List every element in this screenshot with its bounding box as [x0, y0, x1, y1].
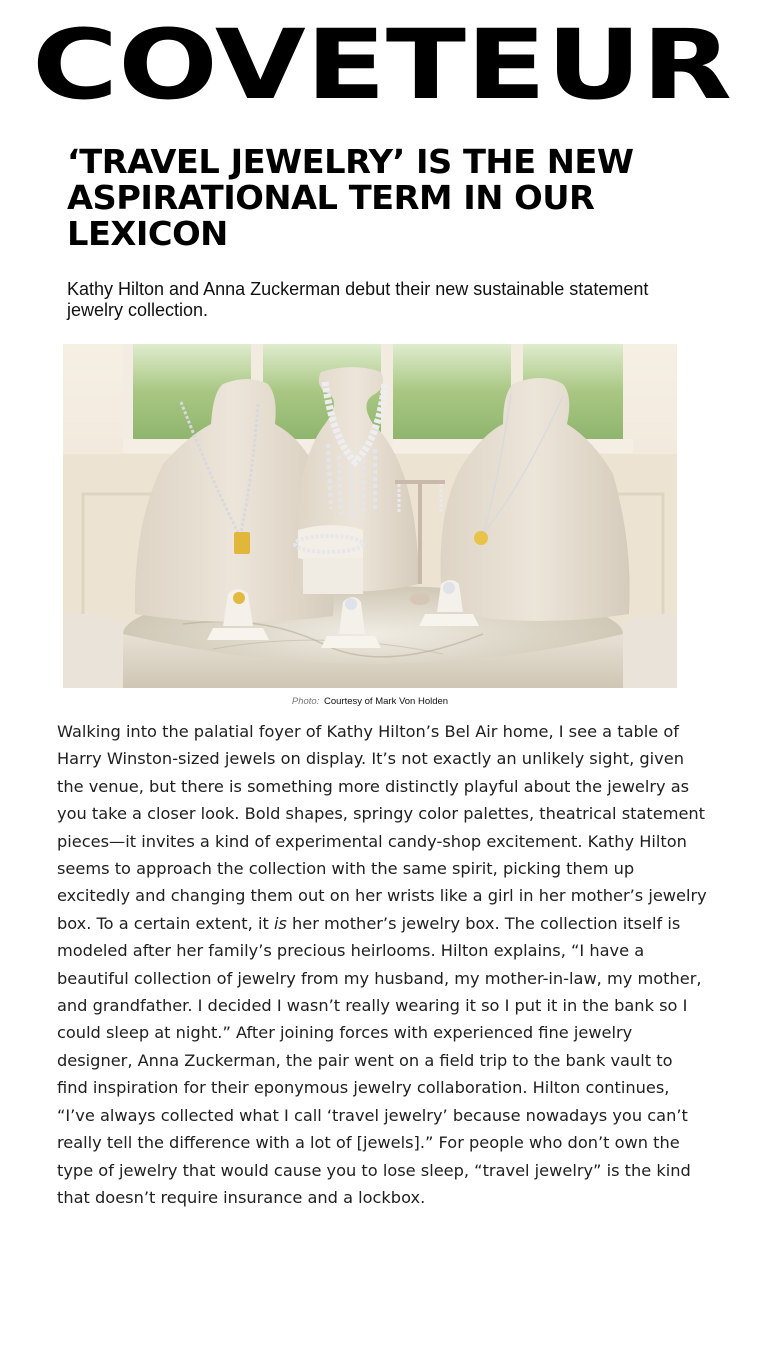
photo-credit-text: Courtesy of Mark Von Holden — [324, 696, 449, 707]
photo-credit-label: Photo: — [291, 696, 320, 707]
logo-text: COVETEUR — [32, 18, 732, 104]
article-dek: Kathy Hilton and Anna Zuckerman debut their new sustainable statement jewelry collection. — [67, 279, 649, 320]
photo-credit — [0, 696, 740, 708]
article-headline: ‘TRAVEL JEWELRY’ IS THE NEW ASPIRATIONAL TERM IN OUR LEXICON — [67, 142, 634, 253]
coveteur-logo[interactable] — [32, 18, 732, 104]
article-body — [57, 718, 707, 1211]
article-body-part1: Walking into the palatial foyer of Kathy Hilton’s Bel Air home, I see a table of Harry Winston-sized jewels on display. It’s not exactly an unlikely sight, given the venue, but there is something more distinctly playful about the jewelry as you take a closer look. Bold shapes, springy color palettes, theatrical statement pieces—it invites a kind of experimental candy-shop excitement. Kathy Hilton seems to approach the collection with the same spirit, picking them up excitedly and changing them out on her wrists like a girl in her mother’s jewelry box. To a certain extent, it — [57, 722, 707, 933]
article-body-part2: her mother’s jewelry box. The collection itself is modeled after her family’s precious heirlooms. Hilton explains, “I have a beautiful collection of jewelry from my husband, my mother-in-law, my mother, and grandfather. I decided I wasn’t really wearing it so I put it in the bank so I could sleep at night.” After joining forces with experienced fine jewelry designer, Anna Zuckerman, the pair went on a field trip to the bank vault to find inspiration for their eponymous jewelry collaboration. Hilton continues, “I’ve always collected what I call ‘travel jewelry’ because nowadays you can’t really tell the difference with a lot of [jewels].” For people who don’t own the type of jewelry that would cause you to lose sleep, “travel jewelry” is the kind that doesn’t require insurance and a lockbox. — [57, 913, 702, 1207]
jewelry-display-image — [63, 344, 677, 688]
article-body-emphasis: is — [273, 913, 287, 933]
article-hero-photo — [63, 344, 677, 688]
